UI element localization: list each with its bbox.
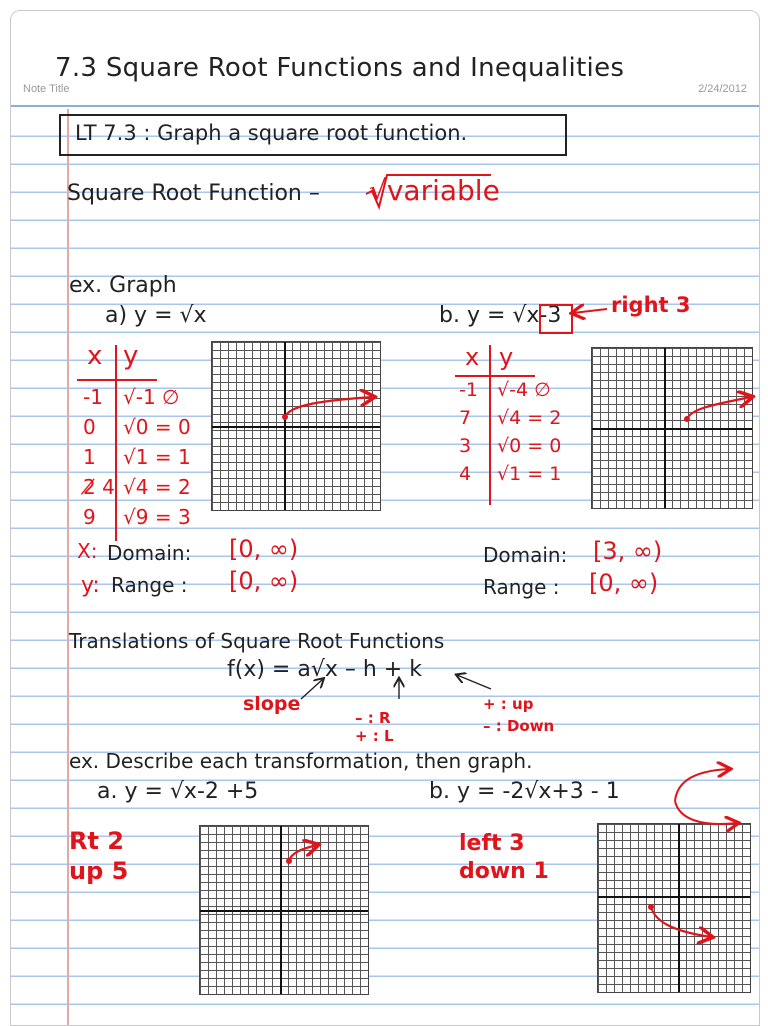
example1a-equation: a) y = √x — [105, 303, 207, 328]
radical-variable — [366, 175, 491, 207]
table-a-y-cell-0: √-1 ∅ — [123, 385, 180, 409]
table-a-header-x: x — [87, 341, 103, 371]
domain-b-label: Domain: — [483, 543, 568, 567]
domain-b-value: [3, ∞) — [593, 537, 663, 565]
example2a-note-1: Rt 2 — [69, 827, 125, 855]
domain-a-value: [0, ∞) — [229, 535, 299, 563]
table-b-header-y: y — [499, 343, 514, 371]
table-a-header-y: y — [123, 341, 139, 371]
translations-heading: Translations of Square Root Functions — [69, 629, 445, 653]
notebook-page — [10, 10, 760, 1026]
example1b-annotation: right 3 — [611, 293, 691, 317]
arrow-right3 — [573, 309, 607, 313]
domain-a-x-letter: X: — [77, 539, 98, 563]
slope-label: slope — [243, 693, 301, 715]
table-b-x-cell-1: 7 — [459, 407, 472, 429]
note-date: 2/24/2012 — [698, 83, 747, 95]
slope-arrow — [301, 679, 323, 699]
example2b-note-1: left 3 — [459, 831, 525, 856]
table-b-header-x: x — [465, 343, 480, 371]
table-a-y-cell-2: √1 = 1 — [123, 445, 191, 469]
table-b-x-cell-2: 3 — [459, 435, 472, 457]
table-a-y-cell-3: √4 = 2 — [123, 475, 191, 499]
h-note-plus: + : L — [355, 727, 394, 745]
note-title-label: Note Title — [23, 83, 70, 95]
table-a-x-cell-4: 9 — [83, 505, 96, 529]
example1b-equation: b. y = √x-3 — [439, 303, 562, 328]
example2-label: ex. Describe each transformation, then graph. — [69, 749, 533, 773]
k-note-plus: + : up — [483, 695, 534, 713]
definition-value: √variable — [369, 174, 500, 207]
table-a-x-cell-1: 0 — [83, 415, 96, 439]
graph-d-curve — [651, 907, 711, 937]
ink-strokes — [11, 11, 759, 1025]
table-a-x-cell-3: 2̸ 4 — [83, 475, 115, 499]
example1-label: ex. Graph — [69, 273, 177, 298]
page-title: 7.3 Square Root Functions and Inequalities — [55, 53, 625, 83]
k-arrow — [457, 675, 491, 689]
graph-c-curve — [289, 845, 317, 861]
example2b-note-2: down 1 — [459, 859, 549, 884]
range-b-value: [0, ∞) — [589, 569, 659, 597]
example2a-note-2: up 5 — [69, 857, 129, 885]
range-a-y-letter: y: — [81, 573, 100, 598]
definition-label: Square Root Function – — [67, 181, 320, 206]
learning-target-text: LT 7.3 : Graph a square root function. — [75, 121, 468, 145]
graph-b-curve — [687, 397, 751, 419]
translations-formula: f(x) = a√x – h + k — [227, 657, 422, 682]
table-b-y-cell-1: √4 = 2 — [497, 407, 562, 429]
table-a-x-cell-0: -1 — [83, 385, 103, 409]
table-b-y-cell-3: √1 = 1 — [497, 463, 562, 485]
table-a-x-cell-2: 1 — [83, 445, 96, 469]
table-b-x-cell-0: -1 — [459, 379, 478, 401]
h-note-minus: – : R — [355, 709, 391, 727]
k-note-minus: – : Down — [483, 717, 555, 735]
range-a-label: Range : — [111, 573, 188, 597]
range-a-value: [0, ∞) — [229, 567, 299, 595]
graph-a-curve — [285, 397, 373, 417]
table-b-y-cell-0: √-4 ∅ — [497, 379, 551, 401]
domain-a-label: Domain: — [107, 541, 192, 565]
example2b-equation: b. y = -2√x+3 - 1 — [429, 779, 620, 804]
reflection-sketch-bottom — [675, 801, 737, 824]
table-a-y-cell-1: √0 = 0 — [123, 415, 191, 439]
example2a-equation: a. y = √x-2 +5 — [97, 779, 259, 804]
table-b-y-cell-2: √0 = 0 — [497, 435, 562, 457]
table-b-x-cell-3: 4 — [459, 463, 472, 485]
table-a-y-cell-4: √9 = 3 — [123, 505, 191, 529]
reflection-sketch-top — [675, 769, 729, 801]
range-b-label: Range : — [483, 575, 560, 599]
